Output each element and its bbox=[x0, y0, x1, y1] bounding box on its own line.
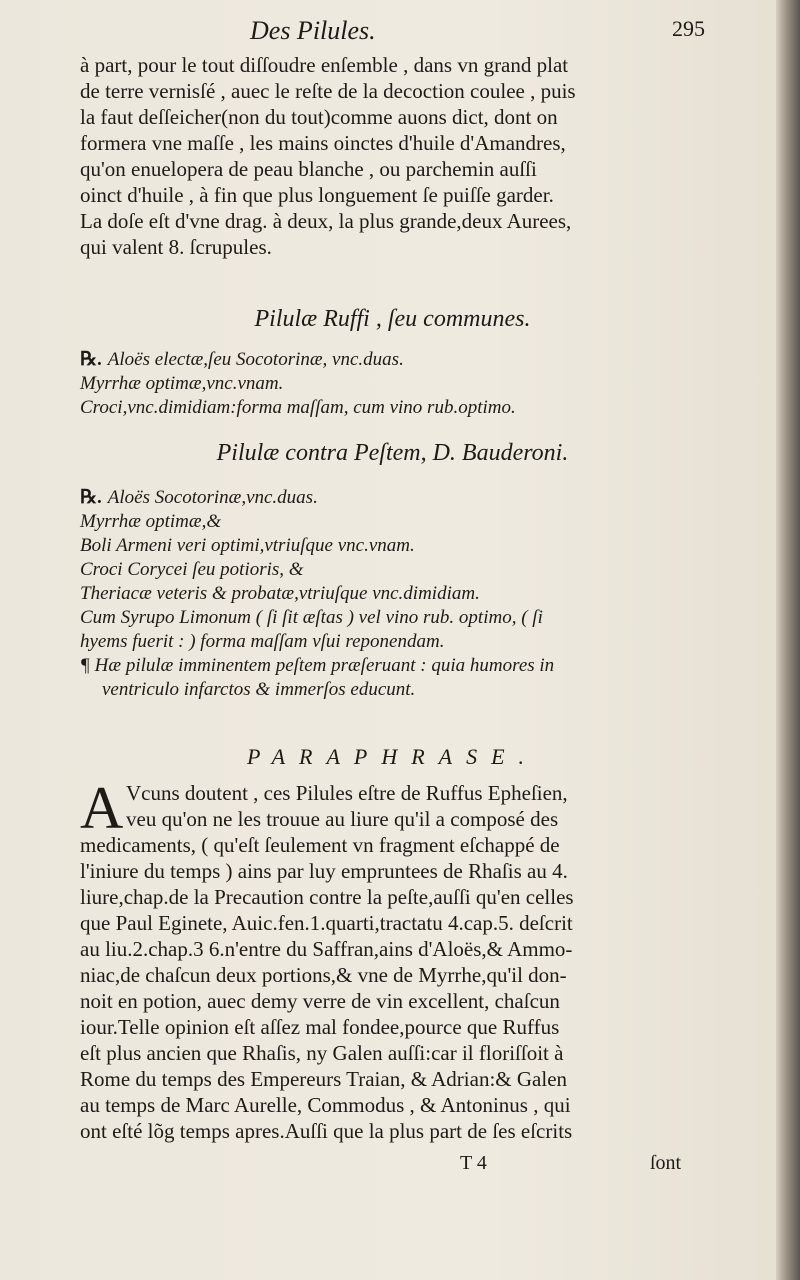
recipe-line: ventriculo infarctos & immerſos educunt. bbox=[102, 679, 416, 700]
text-line: iour.Telle opinion eſt aſſez mal fondee,pource que Ruffus bbox=[80, 1015, 560, 1039]
recipe-line: Croci Corycei ſeu potioris, & bbox=[80, 559, 304, 580]
paraphrase-heading: PARAPHRASE. bbox=[246, 744, 539, 769]
text-line: Vcuns doutent , ces Pilules eſtre de Ruffus Epheſien, bbox=[126, 781, 568, 805]
text-line: de terre vernisſé , auec le reſte de la decoction coulee , puis bbox=[80, 79, 576, 103]
recipe-line: Aloës Socotorinæ,vnc.duas. bbox=[107, 487, 318, 508]
recipe-line: hyems fuerit : ) forma maſſam vſui reponendam. bbox=[80, 631, 445, 652]
text-line: à part, pour le tout diſſoudre enſemble , dans vn grand plat bbox=[80, 53, 569, 77]
text-line: eſt plus ancien que Rhaſis, ny Galen auſſi:car il floriſſoit à bbox=[80, 1041, 564, 1065]
recipe-line: ¶ Hæ pilulæ imminentem peſtem præſeruant : quia humores in bbox=[80, 655, 555, 676]
text-line: La doſe eſt d'vne drag. à deux, la plus grande,deux Aurees, bbox=[80, 209, 572, 233]
text-line: noit en potion, auec demy verre de vin excellent, chaſcun bbox=[80, 989, 560, 1013]
recipe-line: Myrrhæ optimæ,& bbox=[80, 511, 222, 532]
text-line: ont eſté lõg temps apres.Auſſi que la plus part de ſes eſcrits bbox=[80, 1119, 573, 1143]
text-line: qui valent 8. ſcrupules. bbox=[80, 235, 272, 259]
text-line: oinct d'huile , à fin que plus longuement ſe puiſſe garder. bbox=[80, 183, 554, 207]
text-line: medicaments, ( qu'eſt ſeulement vn fragment eſchappé de bbox=[80, 833, 560, 857]
drop-cap: A bbox=[80, 775, 124, 841]
recipe-line: Cum Syrupo Limonum ( ſi ſit æſtas ) vel vino rub. optimo, ( ſi bbox=[80, 607, 543, 628]
text-line: au liu.2.chap.3 6.n'entre du Saffran,ains d'Aloës,& Ammo- bbox=[80, 937, 573, 961]
text-line: Rome du temps des Empereurs Traian, & Adrian:& Galen bbox=[80, 1067, 568, 1091]
signature-mark: T 4 bbox=[460, 1152, 487, 1174]
body-paragraph bbox=[80, 775, 705, 1144]
text-line: la faut deſſeicher(non du tout)comme auons dict, dont on bbox=[80, 105, 558, 129]
recipe-symbol: ℞. bbox=[80, 349, 102, 370]
text-line: que Paul Eginete, Auic.fen.1.quarti,tractatu 4.cap.5. deſcrit bbox=[80, 911, 573, 935]
text-line: niac,de chaſcun deux portions,& vne de Myrrhe,qu'il don- bbox=[80, 963, 567, 987]
catchword: ſont bbox=[650, 1152, 682, 1174]
recipe-line: Croci,vnc.dimidiam:forma maſſam, cum vino rub.optimo. bbox=[80, 397, 516, 418]
recipe1-block bbox=[80, 348, 705, 420]
text-line: l'iniure du temps ) ains par luy empruntees de Rhaſis au 4. bbox=[80, 859, 568, 883]
text-line: formera vne maſſe , les mains oinctes d'huile d'Amandres, bbox=[80, 131, 566, 155]
recipe-line: Theriacæ veteris & probatæ,vtriuſque vnc.dimidiam. bbox=[80, 583, 480, 604]
recipe-symbol: ℞. bbox=[80, 487, 102, 508]
recipe2-block bbox=[80, 486, 705, 702]
text-line: veu qu'on ne les trouue au liure qu'il a composé des bbox=[126, 807, 559, 831]
text-line: au temps de Marc Aurelle, Commodus , & Antoninus , qui bbox=[80, 1093, 571, 1117]
book-spine bbox=[776, 0, 800, 1280]
opening-paragraph bbox=[80, 52, 705, 260]
recipe1-title: Pilulæ Ruffi , ſeu communes. bbox=[254, 306, 531, 332]
text-line: liure,chap.de la Precaution contre la peſte,auſſi qu'en celles bbox=[80, 885, 574, 909]
recipe-line: Boli Armeni veri optimi,vtriuſque vnc.vnam. bbox=[80, 535, 415, 556]
recipe2-title: Pilulæ contra Peſtem, D. Bauderoni. bbox=[216, 440, 569, 466]
recipe-line: Myrrhæ optimæ,vnc.vnam. bbox=[80, 373, 284, 394]
recipe-line: Aloës electæ,ſeu Socotorinæ, vnc.duas. bbox=[107, 349, 404, 370]
page-number: 295 bbox=[672, 16, 705, 41]
page-header bbox=[80, 16, 705, 48]
running-title: Des Pilules. bbox=[250, 16, 376, 45]
text-line: qu'on enuelopera de peau blanche , ou parchemin auſſi bbox=[80, 157, 537, 181]
